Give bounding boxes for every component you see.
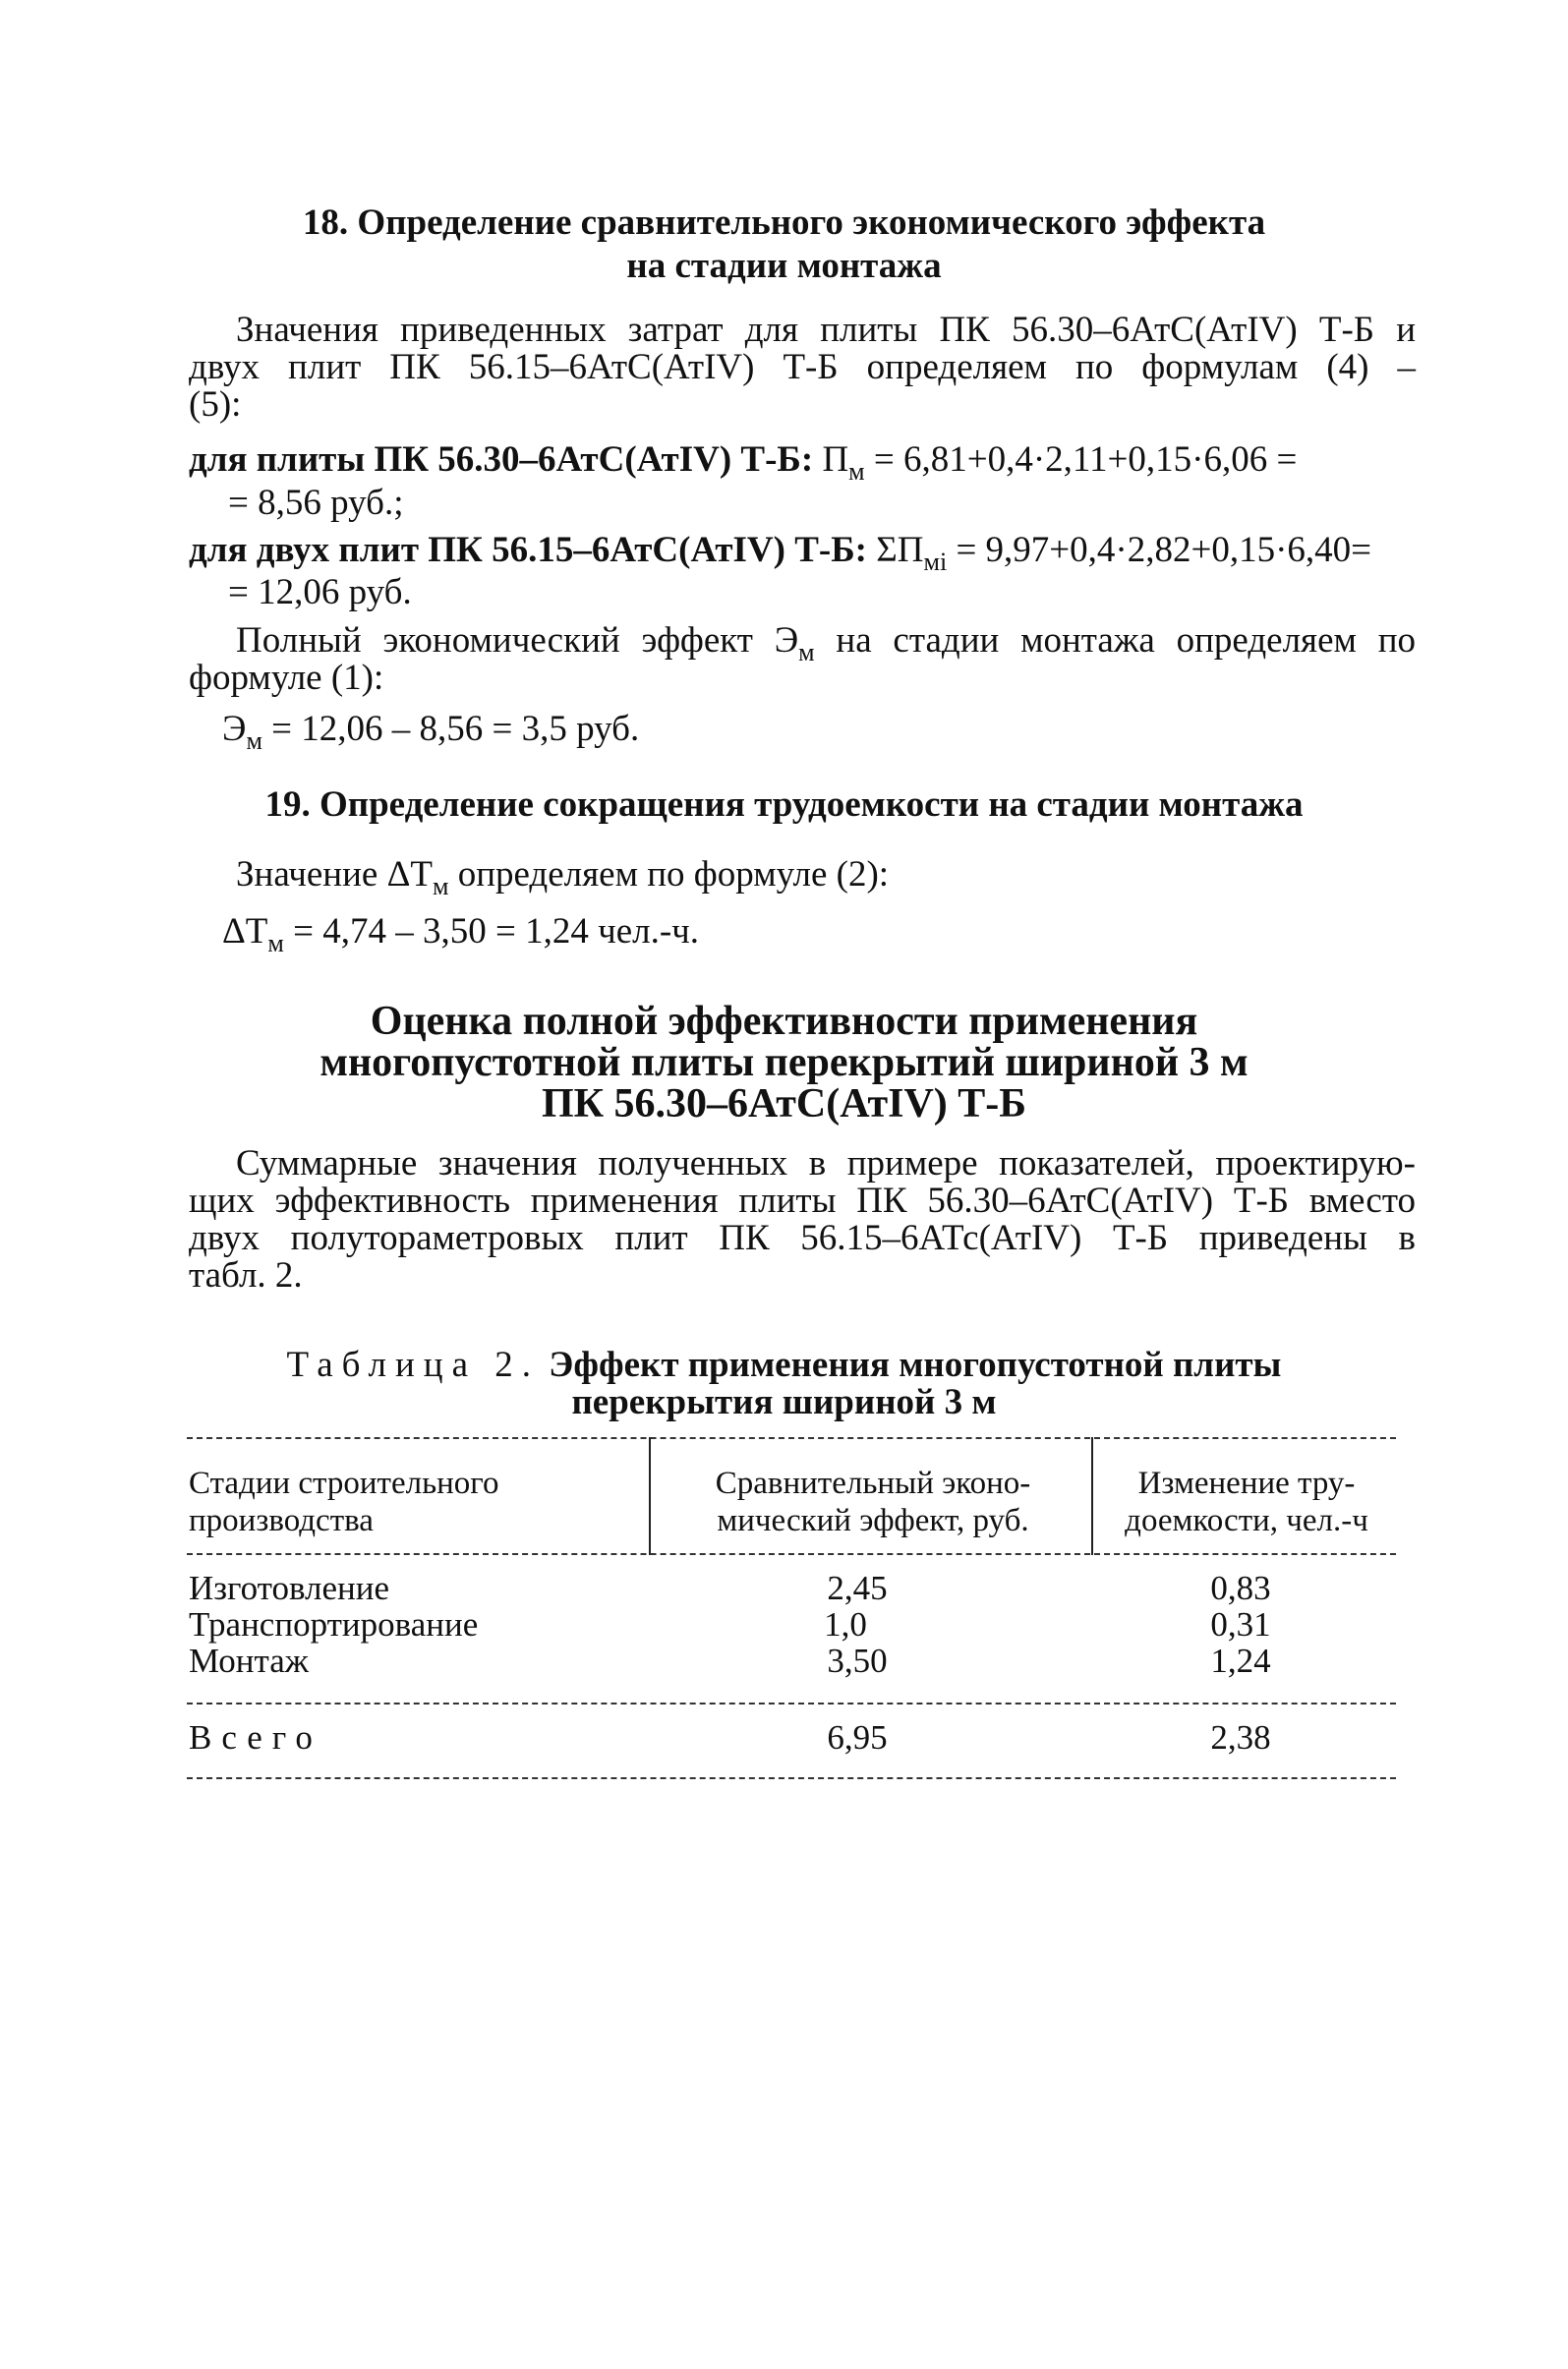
evaluation-paragraph-line-2: щих эффективность применения плиты ПК 56.30–6АтС(АтIV) Т-Б вместо <box>189 1181 1416 1221</box>
table-caption-line-2 <box>187 1384 1381 1421</box>
table-header-rule <box>187 1553 1396 1555</box>
section-19-text-b: определяем по формуле (2): <box>448 854 890 895</box>
formula-mounting-expression: = 12,06 – 8,56 = 3,5 руб. <box>261 709 640 749</box>
table-total-effect: 6,95 <box>827 1718 888 1757</box>
section-18-paragraph-line-2: двух плит ПК 56.15–6АтС(АтIV) Т-Б определяем по формулам (4) – <box>189 347 1416 387</box>
formula-mounting-subscript: м <box>246 726 262 755</box>
evaluation-title-line-1: Оценка полной эффективности применения <box>370 999 1198 1044</box>
evaluation-paragraph-line-3: двух полутораметровых плит ПК 56.15–6АТс(АтIV) Т-Б приведены в <box>189 1218 1416 1258</box>
table-total-label: Всего <box>189 1718 322 1757</box>
formula-two-plates-result: = 12,06 руб. <box>228 572 412 612</box>
section-18-title-line-1: 18. Определение сравнительного экономического эффекта <box>302 202 1266 243</box>
formula-plate-expression: = 6,81+0,4·2,11+0,15·6,06 = <box>864 439 1298 480</box>
table-total-labor: 2,38 <box>1210 1718 1271 1757</box>
table-row-2-labor: 0,31 <box>1210 1605 1271 1644</box>
formula-two-plates-cost <box>189 530 1372 576</box>
formula-mounting-symbol: Э <box>222 709 247 749</box>
table-caption-line-1 <box>187 1347 1381 1384</box>
table-row-2-stage: Транспортирование <box>189 1605 479 1644</box>
formula-labor-expression: = 4,74 – 3,50 = 1,24 чел.-ч. <box>283 911 700 952</box>
table-total-rule <box>187 1703 1396 1705</box>
section-18-paragraph-line-1: Значения приведенных затрат для плиты ПК 56.30–6АтС(АтIV) Т-Б и <box>236 310 1416 350</box>
table-bottom-rule <box>187 1777 1396 1779</box>
table-row-3-stage: Монтаж <box>189 1642 309 1680</box>
table-title-line-2: перекрытия шириной 3 м <box>571 1382 997 1422</box>
evaluation-paragraph-line-1: Суммарные значения полученных в примере показателей, проектирую- <box>236 1143 1416 1184</box>
table-top-rule <box>187 1437 1396 1439</box>
formula-two-plates-expression: = 9,97+0,4·2,82+0,15·6,40= <box>947 530 1372 570</box>
table-row-1-stage: Изготовление <box>189 1569 390 1607</box>
table-label: Таблица 2. <box>286 1345 541 1385</box>
formula-mounting-effect <box>222 709 640 755</box>
section-19-subscript: м <box>432 872 449 900</box>
section-19-text-a: Значение ΔТ <box>236 854 433 895</box>
full-effect-paragraph-line-1 <box>236 620 1416 666</box>
formula-labor-reduction <box>222 911 700 957</box>
table-header-divider-1 <box>649 1437 651 1555</box>
table-header-stage <box>189 1465 641 1539</box>
table-header-effect-line-2: мический эффект, руб. <box>717 1503 1029 1538</box>
table-row-2-effect: 1,0 <box>824 1605 867 1644</box>
full-effect-subscript: м <box>798 638 815 666</box>
formula-two-plates-symbol: ΣП <box>876 530 924 570</box>
table-header-divider-2 <box>1091 1437 1093 1555</box>
formula-plate-label: для плиты ПК 56.30–6АтС(АтIV) Т-Б: <box>189 439 814 480</box>
formula-two-plates-subscript: мi <box>923 548 948 576</box>
section-18-paragraph-line-3: (5): <box>189 384 242 425</box>
table-header-stage-line-2: производства <box>189 1503 374 1538</box>
formula-plate-cost <box>189 439 1298 486</box>
full-effect-text-a: Полный экономический эффект Э <box>236 620 799 661</box>
formula-two-plates-label: для двух плит ПК 56.15–6АтС(АтIV) Т-Б: <box>189 530 867 570</box>
formula-plate-symbol: П <box>822 439 849 480</box>
table-title-line-1: Эффект применения многопустотной плиты <box>549 1345 1282 1385</box>
section-18-heading <box>187 202 1381 288</box>
evaluation-title-line-2: многопустотной плиты перекрытий шириной 3 м <box>319 1040 1249 1085</box>
table-row-1-labor: 0,83 <box>1210 1569 1271 1607</box>
full-effect-paragraph-line-2: формуле (1): <box>189 658 384 698</box>
section-18-title-line-2: на стадии монтажа <box>626 246 942 286</box>
formula-labor-symbol: ΔТ <box>222 911 268 952</box>
full-effect-text-b: на стадии монтажа определяем по <box>814 620 1416 661</box>
evaluation-title-line-3: ПК 56.30–6АтС(АтIV) Т-Б <box>541 1081 1027 1127</box>
table-header-labor <box>1099 1465 1394 1539</box>
table-header-effect-line-1: Сравнительный эконо- <box>715 1466 1031 1501</box>
table-header-effect <box>657 1465 1089 1539</box>
evaluation-paragraph-line-4: табл. 2. <box>189 1255 303 1296</box>
table-row-1-effect: 2,45 <box>827 1569 888 1607</box>
section-19-heading: 19. Определение сокращения трудоемкости на стадии монтажа <box>264 784 1304 825</box>
formula-plate-subscript: м <box>848 457 865 486</box>
table-caption <box>187 1347 1381 1421</box>
table-row-3-effect: 3,50 <box>827 1642 888 1680</box>
formula-labor-subscript: м <box>267 929 284 957</box>
table-header-labor-line-1: Изменение тру- <box>1137 1466 1356 1501</box>
table-header-labor-line-2: доемкости, чел.-ч <box>1125 1503 1368 1538</box>
table-row-3-labor: 1,24 <box>1210 1642 1271 1680</box>
formula-plate-result: = 8,56 руб.; <box>228 483 404 523</box>
table-header-stage-line-1: Стадии строительного <box>189 1466 499 1501</box>
evaluation-heading <box>187 1001 1381 1125</box>
section-19-paragraph <box>236 854 890 900</box>
